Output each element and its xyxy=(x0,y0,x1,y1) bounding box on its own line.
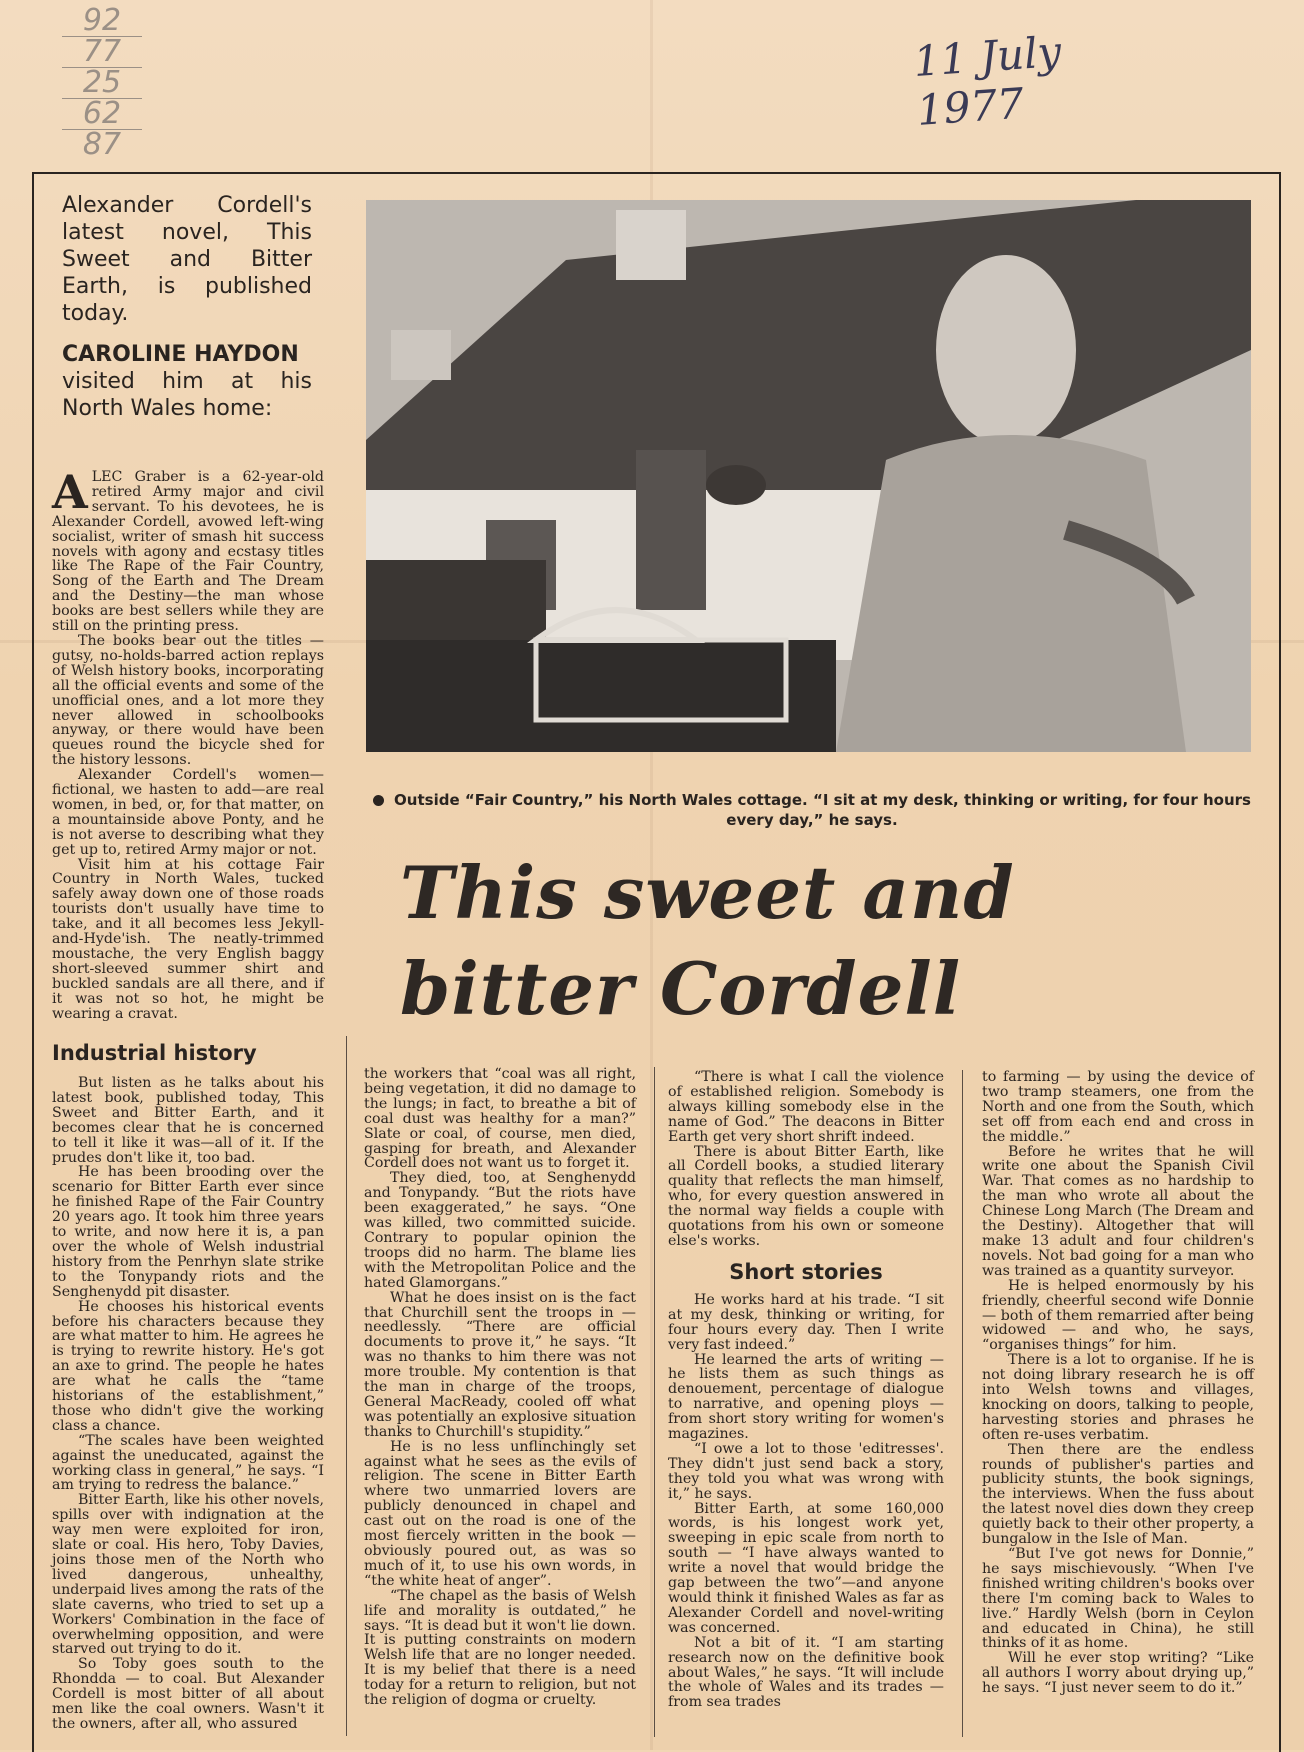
paragraph: Bitter Earth, like his other novels, spills over with indignation at the way men were exploited for iron, slate or coal. His hero, Toby Davies, joins those men of the North who lived dangerous, unhealthy, underpaid lives among the rats of the slate caverns, who tried to set up a Workers' Combination in the face of overwhelming opposition, and were starved out trying to do it. xyxy=(52,1492,324,1658)
column-2 xyxy=(364,1067,636,1708)
paragraph: He works hard at his trade. “I sit at my desk, thinking or writing, for four hours every day. Then I write very fast indeed.” xyxy=(668,1291,944,1353)
intro-text: Alexander Cordell's latest novel, This Sweet and Bitter Earth, is published today. xyxy=(62,193,312,326)
paragraph: Will he ever stop writing? “Like all authors I worry about drying up,” he says. “I just never seem to do it.” xyxy=(982,1650,1254,1697)
paragraph: There is about Bitter Earth, like all Cordell books, a studied literary quality that reflects the man himself, who, for every question answered in the normal way fields a couple with quotations from his own or someone else's works. xyxy=(668,1143,944,1249)
paragraph: “I owe a lot to those 'editresses'. They didn't just send back a story, they told you what was wrong with it,” he says. xyxy=(668,1440,944,1502)
subhead-short-stories: Short stories xyxy=(729,1259,883,1284)
column-1-top xyxy=(52,465,324,1022)
paragraph: He has been brooding over the scenario for Bitter Earth ever since he finished Rape of the Fair Country 20 years ago. It took him three years to write, and now here it is, a pan over the whole of Welsh industrial history from the Penrhyn slate strike to the Tonypandy riots and the Senghenydd pit disaster. xyxy=(52,1164,324,1300)
paragraph: There is a lot to organise. If he is not doing library research he is off into Welsh towns and villages, knocking on doors, talking to people, harvesting stories and phrases he often re-uses verbatim. xyxy=(982,1352,1254,1443)
article-intro xyxy=(62,192,312,422)
column-1-bottom xyxy=(52,1036,324,1732)
paragraph: He chooses his historical events before his characters because they are what matter to him. He agrees he is trying to rewrite history. He's got an axe to grind. The people he hates are what he calls the “tame historians of the establishment,” those who didn't give the working class a chance. xyxy=(52,1298,324,1434)
author-byline: CAROLINE HAYDON xyxy=(62,342,299,367)
margin-note: 62 xyxy=(62,99,142,130)
photo-illustration xyxy=(366,200,1251,752)
column-divider xyxy=(962,1070,963,1737)
column-4 xyxy=(982,1070,1254,1696)
paragraph: “The scales have been weighted against the uneducated, against the working class in general,” he says. “I am trying to redress the balance.” xyxy=(52,1432,324,1494)
paragraph: So Toby goes south to the Rhondda — to coal. But Alexander Cordell is most bitter of all about men like the coal owners. Wasn't it the owners, after all, who assured xyxy=(52,1656,324,1732)
handwritten-margin-sum xyxy=(62,3,142,162)
column-3 xyxy=(668,1070,944,1710)
margin-note: 92 xyxy=(62,6,142,37)
paragraph xyxy=(52,465,324,635)
article-headline: This sweet and bitter Cordell xyxy=(400,850,1015,1031)
cottage-photo xyxy=(366,200,1251,752)
paragraph: Visit him at his cottage Fair Country in North Wales, tucked safely away down one of those roads tourists don't usually have time to take, and it all becomes less Jekyll-and-Hyde'ish. The neatly-trimmed moustache, the very English baggy short-sleeved summer shirt and buckled sandals are all there, and if it was not so hot, he might be wearing a cravat. xyxy=(52,856,324,1022)
paragraph: They died, too, at Senghenydd and Tonypandy. “But the riots have been exaggerated,” he says. “One was killed, two committed suicide. Contrary to popular opinion the troops did no harm. The blame lies with the Metropolitan Police and the hated Glamorgans.” xyxy=(364,1170,636,1291)
paragraph-text: LEC Graber is a 62-year-old retired Army major and civil servant. To his devotees, he is Alexander Cordell, avowed left-wing socialist, writer of smash hit success novels with agony and ecstasy titles like The Rape of the Fair Country, Song of the Earth and The Dream and the Destiny—the man whose books are best sellers while they are still on the printing press. xyxy=(52,469,324,635)
paragraph: But listen as he talks about his latest book, published today, This Sweet and Bitter Earth, and it becomes clear that he is concerned to tell it like it was—all of it. If the prudes don't like it, too bad. xyxy=(52,1075,324,1166)
handwritten-date: 11 July 1977 xyxy=(911,26,1063,135)
paragraph: Bitter Earth, at some 160,000 words, is his longest work yet, sweeping in epic scale from north to south — “I have always wanted to write a novel that would bridge the gap between the two”—and anyone would think it finished Wales as far as Alexander Cordell and novel-writing was concerned. xyxy=(668,1500,944,1636)
paragraph: “The chapel as the basis of Welsh life and morality is outdated,” he says. “It is dead but it won't lie down. It is putting constraints on modern Welsh life that are no longer needed. It is my belief that there is a need today for a return to religion, but not the religion of dogma or cruelty. xyxy=(364,1587,636,1709)
margin-note: 25 xyxy=(62,68,142,99)
caption-bullet-icon xyxy=(373,795,384,806)
paragraph: “But I've got news for Donnie,” he says mischievously. “When I've finished writing children's books over there I'm coming back to Wales to live.” Hardly Welsh (born in Ceylon and educated in China), he still thinks of it as home. xyxy=(982,1546,1254,1652)
paragraph: to farming — by using the device of two tramp steamers, one from the North and one from the South, which set off from each end and cross in the middle.” xyxy=(982,1069,1254,1145)
paragraph: What he does insist on is the fact that Churchill sent the troops in — needlessly. “There are official documents to prove it,” he says. “It was no thanks to him there was not more trouble. My contention is that the man in charge of the troops, General MacReady, cooled off what was potentially an explosive situation thanks to Churchill's stupidity.” xyxy=(364,1289,636,1440)
subhead-industrial-history: Industrial history xyxy=(52,1041,257,1065)
paragraph: Not a bit of it. “I am starting research now on the definitive book about Wales,” he says. “It will include the whole of Wales and its trades — from sea trades xyxy=(668,1634,944,1711)
paragraph: The books bear out the titles — gutsy, no-holds-barred action replays of Welsh history books, incorporating all the official events and some of the unofficial ones, and a lot more they never allowed in schoolbooks anyway, or there would have been queues round the bicycle shed for the history lessons. xyxy=(52,632,324,769)
paragraph: He is no less unflinchingly set against what he sees as the evils of religion. The scene in Bitter Earth where two unmarried lovers are publicly denounced in chapel and cast out on the road is one of the most fiercely written in the book — obviously poured out, as was so much of it, to use his own words, in “the white heat of anger”. xyxy=(364,1438,636,1589)
paragraph: “There is what I call the violence of established religion. Somebody is always killing somebody else in the name of God.” The deacons in Bitter Earth get very short shrift indeed. xyxy=(668,1069,944,1145)
caption-text: Outside “Fair Country,” his North Wales cottage. “I sit at my desk, thinking or writing, for four hours every day,” he says. xyxy=(394,791,1251,829)
intro-byline-rest: visited him at his North Wales home: xyxy=(62,369,312,421)
drop-cap: A xyxy=(52,465,88,519)
column-divider xyxy=(346,1036,347,1736)
margin-note: 77 xyxy=(62,37,142,68)
margin-note: 87 xyxy=(82,127,122,162)
paragraph: the workers that “coal was all right, being vegetation, it did no damage to the lungs; in fact, to breathe a bit of coal dust was healthy for a man?” Slate or coal, of course, men died, gasping for breath, and Alexander Cordell does not want us to forget it. xyxy=(364,1066,636,1172)
paragraph: Then there are the endless rounds of publisher's parties and publicity stunts, the book signings, the interviews. When the fuss about the latest novel dies down they creep quietly back to their other property, a bungalow in the Isle of Man. xyxy=(982,1441,1254,1548)
paragraph: He learned the arts of writing —he lists them as such things as denouement, percentage of dialogue to narrative, and opening ploys — from short story writing for women's magazines. xyxy=(668,1351,944,1443)
column-divider xyxy=(654,1067,655,1737)
paragraph: He is helped enormously by his friendly, cheerful second wife Donnie — both of them remarried after being widowed — and who, he says, “organises things” for him. xyxy=(982,1277,1254,1354)
paragraph: Before he writes that he will write one about the Spanish Civil War. That comes as no hardship to the man who wrote all about the Chinese Long March (The Dream and the Destiny). Altogether that will make 13 adult and four children's novels. Not bad going for a man who was trained as a quantity surveyor. xyxy=(982,1143,1254,1279)
photo-caption xyxy=(372,790,1252,830)
paragraph: Alexander Cordell's women—fictional, we hasten to add—are real women, in bed, or, for that matter, on a mountainside above Ponty, and he is not averse to describing what they get up to, retired Army major or not. xyxy=(52,767,324,858)
